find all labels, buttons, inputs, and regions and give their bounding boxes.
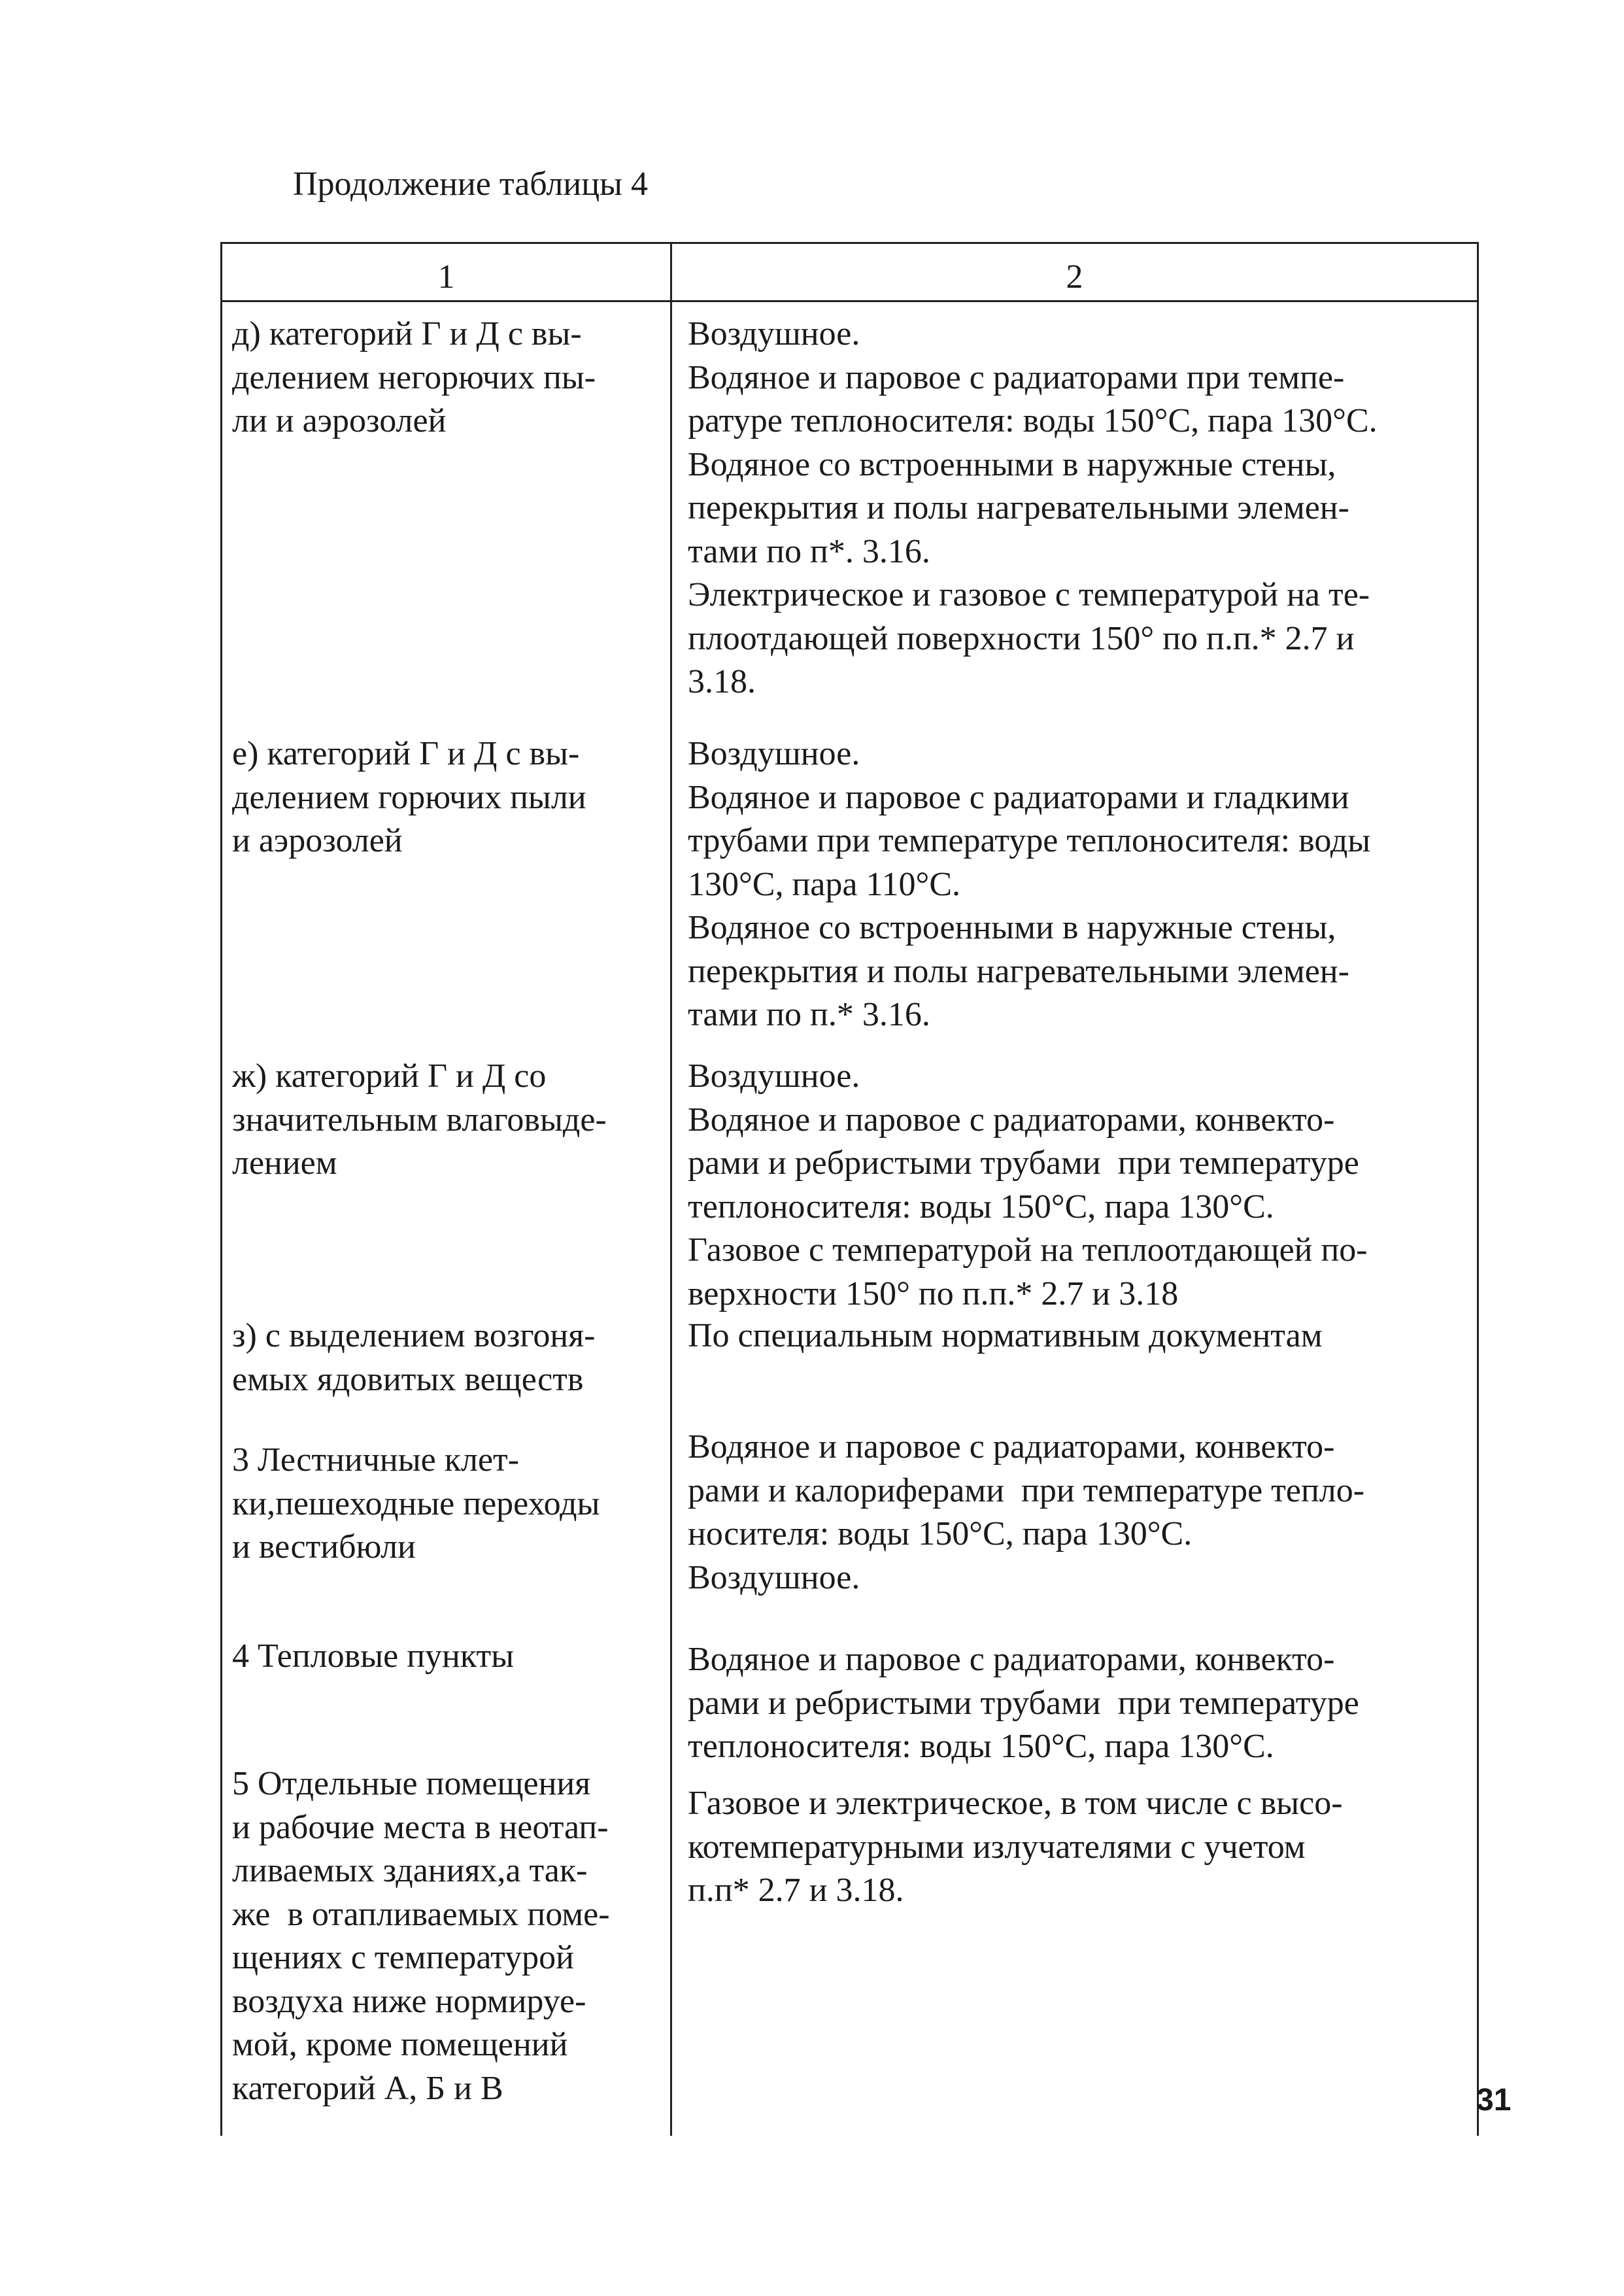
table-row-z-premise: з) с выделением возгоня- емых ядовитых веществ bbox=[232, 1317, 596, 1398]
table-row-e-premise: е) категорий Г и Д с вы- делением горючих пыли и аэрозолей bbox=[232, 735, 586, 859]
column-header-1: 1 bbox=[437, 258, 455, 296]
table-border-left bbox=[220, 242, 222, 2136]
table-row-d-premise: д) категорий Г и Д с вы- делением негорючих пы- ли и аэрозолей bbox=[232, 315, 596, 439]
table-row-4-heating: Водяное и паровое с радиаторами, конвекто- рами и ребристыми трубами при температуре теплоносителя: воды 150°С, пара 130°С. bbox=[688, 1641, 1359, 1765]
table-row-e-heating: Воздушное. Водяное и паровое с радиаторами и гладкими трубами при температуре теплоносителя: воды 130°С, пара 110°С. Водяное со встроенными в наружные стены, перекрытия и полы нагревательными элемен- тами по п.* 3.16. bbox=[688, 735, 1371, 1033]
table-header-divider bbox=[220, 300, 1479, 302]
table-row-z-heating: По специальным нормативным документам bbox=[688, 1317, 1323, 1354]
table-row-zh-heating: Воздушное. Водяное и паровое с радиаторами, конвекто- рами и ребристыми трубами при температуре теплоносителя: воды 150°С, пара 130°С. Газовое с температурой на теплоотдающей по- верхности 150° по п.п.* 2.7 и 3.18 bbox=[688, 1057, 1368, 1312]
table-column-divider bbox=[670, 242, 672, 2136]
table-row-zh-premise: ж) категорий Г и Д со значительным влаговыде- лением bbox=[232, 1057, 607, 1182]
table-row-4-premise: 4 Тепловые пункты bbox=[232, 1637, 515, 1675]
table-row-5-heating: Газовое и электрическое, в том числе с высо- котемпературными излучателями с учетом п.п* 2.7 и 3.18. bbox=[688, 1785, 1343, 1909]
column-header-2: 2 bbox=[1066, 258, 1083, 296]
table-border-top bbox=[220, 242, 1479, 244]
table-row-3-premise: 3 Лестничные клет- ки,пешеходные переходы и вестибюли bbox=[232, 1441, 600, 1566]
page-number: 31 bbox=[1476, 2083, 1512, 2117]
table-row-d-heating: Воздушное. Водяное и паровое с радиаторами при темпе- ратуре теплоносителя: воды 150°С, пара 130°С. Водяное со встроенными в наружные стены, перекрытия и полы нагревательными элемен- тами по п*. 3.16. Электрическое и газовое с температурой на те- плоотдающей поверхности 150° по п.п.* 2.7 и 3.18. bbox=[688, 315, 1378, 700]
table-border-right bbox=[1477, 242, 1479, 2136]
table-caption: Продолжение таблицы 4 bbox=[293, 165, 648, 203]
table-row-3-heating: Водяное и паровое с радиаторами, конвекто- рами и калориферами при температуре тепло- носителя: воды 150°С, пара 130°С. Воздушное. bbox=[688, 1428, 1365, 1596]
heating-systems-table bbox=[220, 242, 1479, 2136]
table-row-5-premise: 5 Отдельные помещения и рабочие места в неотап- ливаемых зданиях,а так- же в отапливаемых поме- щениях с температурой воздуха ниже нормируе- мой, кроме помещений категорий А, Б и В bbox=[232, 1765, 610, 2107]
